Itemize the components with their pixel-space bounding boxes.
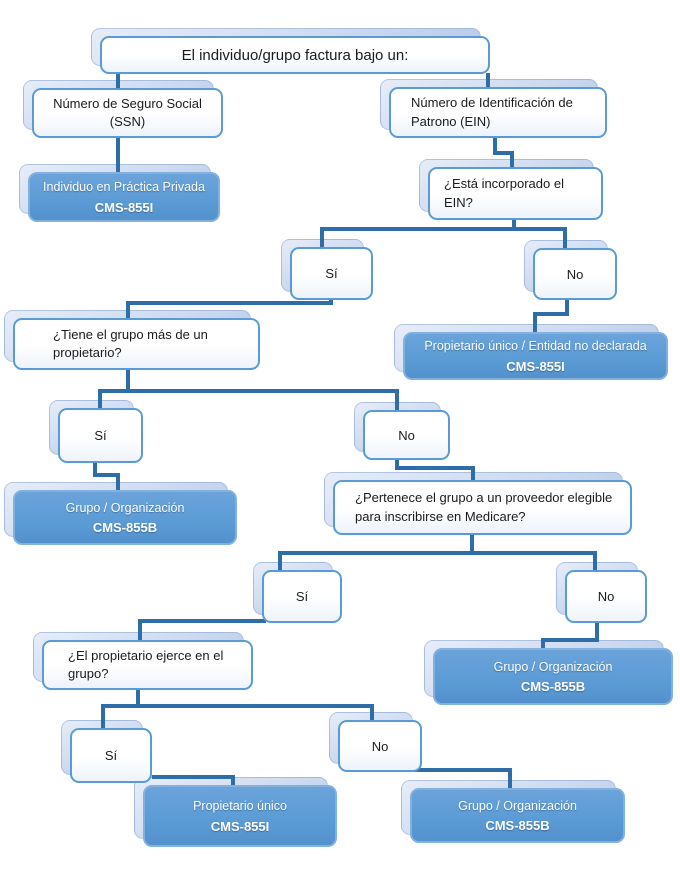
answer-box-no-3 <box>565 570 647 623</box>
answer-text: Sí <box>94 428 107 443</box>
answer-box-no-1 <box>533 248 617 300</box>
answer-text: Sí <box>295 589 309 604</box>
result-form-code: CMS-855I <box>506 358 565 374</box>
answer-box-no-2 <box>363 410 450 460</box>
answer-box-yes-1 <box>290 247 373 300</box>
result-box-propietario-unico <box>143 785 337 847</box>
answer-text: No <box>566 266 584 282</box>
question-text: Número de Seguro Social (SSN) <box>53 95 202 129</box>
result-form-code: CMS-855I <box>210 818 270 834</box>
question-box-tiene-grupo <box>13 318 260 370</box>
question-text: ¿Pertenece el grupo a un proveedor elegible para inscribirse en Medicare? <box>355 490 613 524</box>
result-form-code: CMS-855B <box>520 679 586 695</box>
result-label: Propietario único <box>193 799 287 814</box>
question-box-ein <box>389 87 607 138</box>
result-box-grupo-organizacion-2 <box>433 648 673 705</box>
answer-text: No <box>597 589 615 604</box>
answer-text: Sí <box>104 748 118 763</box>
result-box-propietario-entidad <box>403 332 668 380</box>
answer-box-yes-3 <box>262 570 342 623</box>
result-label: Grupo / Organización <box>65 500 185 515</box>
result-label: Grupo / Organización <box>493 659 613 674</box>
question-box-pertenece <box>333 480 632 535</box>
question-text: Número de Identificación de Patrono (EIN) <box>411 95 573 129</box>
question-box-ssn <box>32 88 223 138</box>
question-text: ¿El propietario ejerce en el grupo? <box>68 647 224 681</box>
answer-text: No <box>371 738 389 754</box>
result-label: Propietario único / Entidad no declarada <box>424 339 647 354</box>
answer-box-yes-2 <box>58 408 143 463</box>
answer-box-no-4 <box>338 720 422 772</box>
result-box-grupo-organizacion-1 <box>13 490 237 545</box>
answer-text: No <box>398 427 415 443</box>
answer-text: Sí <box>325 266 338 281</box>
result-box-grupo-organizacion-3 <box>410 788 625 843</box>
question-box-ejerce <box>42 640 253 690</box>
result-label: Individuo en Práctica Privada <box>43 180 205 195</box>
result-form-code: CMS-855B <box>485 818 550 834</box>
question-text: ¿Tiene el grupo más de un propietario? <box>53 326 208 360</box>
result-form-code: CMS-855B <box>92 520 158 536</box>
result-label: Grupo / Organización <box>458 798 577 813</box>
result-form-code: CMS-855I <box>94 199 154 215</box>
answer-box-yes-4 <box>70 728 152 783</box>
question-text: ¿Está incorporado el EIN? <box>444 176 564 210</box>
result-box-individuo-practica-privada <box>28 172 220 222</box>
title-text: El individuo/grupo factura bajo un: <box>181 46 409 64</box>
title-box <box>100 36 490 74</box>
question-box-incorporado <box>428 167 603 220</box>
